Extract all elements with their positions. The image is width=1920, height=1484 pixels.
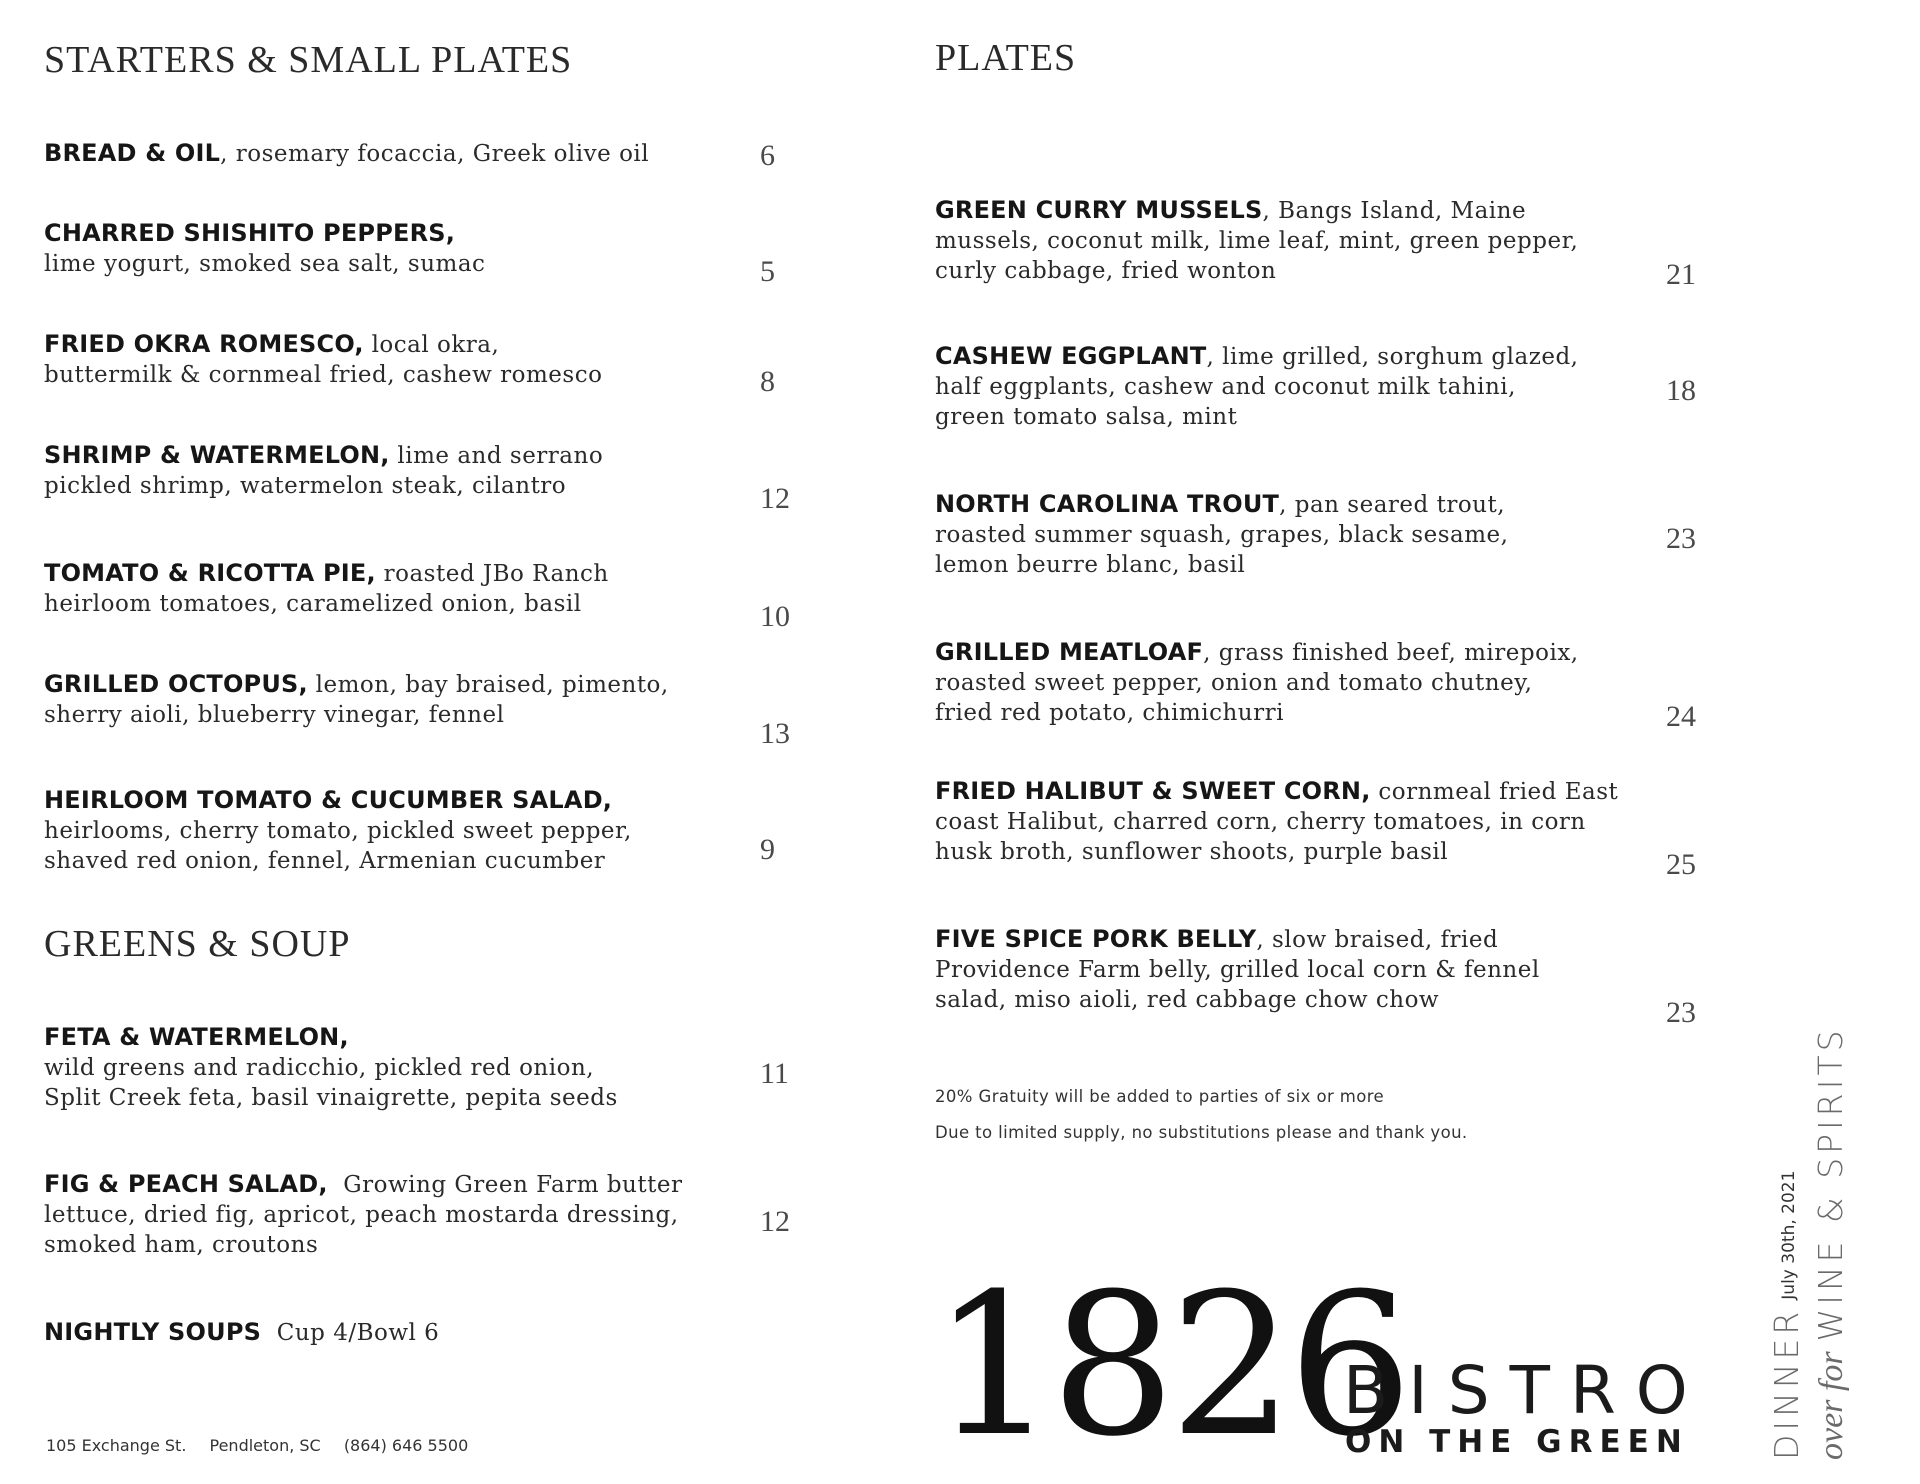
logo-word: BISTRO — [1343, 1352, 1708, 1429]
item-price: 5 — [760, 255, 775, 288]
item-name: NIGHTLY SOUPS — [44, 1318, 262, 1346]
menu-item — [44, 1169, 744, 1260]
item-description: Cup 4/Bowl 6 — [276, 1320, 440, 1346]
over-for-label: over for — [1813, 1351, 1850, 1460]
item-price: 6 — [760, 139, 775, 172]
menu-item: GRILLED MEATLOAF, grass finished beef, mirepoix, roasted sweet pepper, onion and tomato chutney, fried red potato, chimichurri — [935, 637, 1675, 728]
menu-item — [44, 218, 744, 279]
item-name: HEIRLOOM TOMATO & CUCUMBER SALAD, — [44, 786, 613, 814]
item-name: NORTH CAROLINA TROUT — [935, 490, 1280, 518]
item-name: BREAD & OIL — [44, 139, 221, 167]
item-description: heirloom tomatoes, caramelized onion, basil — [44, 591, 582, 617]
item-price: 13 — [760, 717, 790, 750]
item-description: lemon beurre blanc, basil — [935, 552, 1246, 578]
item-price: 24 — [1666, 700, 1696, 733]
item-price: 25 — [1666, 848, 1696, 881]
item-description: husk broth, sunflower shoots, purple basil — [935, 839, 1449, 865]
item-name: GRILLED OCTOPUS, — [44, 670, 308, 698]
item-name: FIVE SPICE PORK BELLY — [935, 925, 1257, 953]
item-price: 23 — [1666, 996, 1696, 1029]
item-description: Growing Green Farm butter — [343, 1172, 683, 1198]
item-price: 12 — [760, 1205, 790, 1238]
item-description: shaved red onion, fennel, Armenian cucumber — [44, 848, 606, 874]
item-description: slow braised, fried — [1271, 927, 1499, 953]
item-price: 23 — [1666, 522, 1696, 555]
gratuity-note: 20% Gratuity will be added to parties of six or more — [935, 1087, 1385, 1106]
starters-heading: STARTERS & SMALL PLATES — [44, 39, 573, 81]
address-footer — [46, 1436, 486, 1455]
menu-item — [44, 329, 744, 390]
menu-item: NORTH CAROLINA TROUT, pan seared trout, roasted summer squash, grapes, black sesame, lemon beurre blanc, basil — [935, 489, 1675, 580]
item-name: SHRIMP & WATERMELON, — [44, 441, 390, 469]
item-description: Split Creek feta, basil vinaigrette, pepita seeds — [44, 1085, 618, 1111]
item-description: Bangs Island, Maine — [1278, 198, 1527, 224]
item-description: coast Halibut, charred corn, cherry tomatoes, in corn — [935, 809, 1586, 835]
item-description: Providence Farm belly, grilled local corn & fennel — [935, 957, 1540, 983]
item-description: fried red potato, chimichurri — [935, 700, 1284, 726]
menu-item — [44, 558, 744, 619]
item-description: smoked ham, croutons — [44, 1232, 319, 1258]
item-name: FIG & PEACH SALAD, — [44, 1170, 328, 1198]
item-description: lime grilled, sorghum glazed, — [1222, 344, 1579, 370]
menu-date: July 30th, 2021 — [1779, 1170, 1799, 1300]
item-price: 10 — [760, 600, 790, 633]
greens-heading: GREENS & SOUP — [44, 923, 351, 965]
menu-item: FIVE SPICE PORK BELLY, slow braised, fried Providence Farm belly, grilled local corn & fennel salad, miso aioli, red cabbage chow chow — [935, 924, 1675, 1015]
item-name: CHARRED SHISHITO PEPPERS, — [44, 219, 456, 247]
item-price: 9 — [760, 833, 775, 866]
item-description: cornmeal fried East — [1378, 779, 1619, 805]
item-name: FRIED OKRA ROMESCO, — [44, 330, 364, 358]
item-description: lime and serrano — [397, 443, 604, 469]
item-description: buttermilk & cornmeal fried, cashew romesco — [44, 362, 603, 388]
item-description: heirlooms, cherry tomato, pickled sweet pepper, — [44, 818, 632, 844]
item-price: 18 — [1666, 374, 1696, 407]
side-banner — [1765, 1020, 1853, 1460]
item-description: pickled shrimp, watermelon steak, cilantro — [44, 473, 567, 499]
logo-subtitle: ON THE GREEN — [1345, 1424, 1689, 1460]
item-description: mussels, coconut milk, lime leaf, mint, green pepper, — [935, 228, 1579, 254]
phone-number: (864) 646 5500 — [343, 1436, 469, 1455]
substitutions-note: Due to limited supply, no substitutions please and thank you. — [935, 1123, 1468, 1142]
item-name: GRILLED MEATLOAF — [935, 638, 1204, 666]
item-price: 8 — [760, 365, 775, 398]
logo-number: 1826 — [932, 1252, 1407, 1480]
item-description: roasted sweet pepper, onion and tomato chutney, — [935, 670, 1533, 696]
dinner-label: DINNER — [1767, 1307, 1806, 1460]
item-price: 12 — [760, 482, 790, 515]
menu-item — [935, 776, 1675, 867]
item-description: green tomato salsa, mint — [935, 404, 1238, 430]
item-description: lettuce, dried fig, apricot, peach mostarda dressing, — [44, 1202, 679, 1228]
plates-heading: PLATES — [935, 37, 1077, 79]
item-description: lime yogurt, smoked sea salt, sumac — [44, 251, 486, 277]
menu-item — [44, 1317, 744, 1348]
menu-item — [44, 785, 744, 876]
item-description: wild greens and radicchio, pickled red onion, — [44, 1055, 595, 1081]
menu-item: CASHEW EGGPLANT, lime grilled, sorghum glazed, half eggplants, cashew and coconut milk tahini, green tomato salsa, mint — [935, 341, 1675, 432]
item-name: FRIED HALIBUT & SWEET CORN, — [935, 777, 1371, 805]
item-price: 11 — [760, 1057, 789, 1090]
menu-item — [44, 669, 744, 730]
menu-item — [44, 440, 744, 501]
item-name: TOMATO & RICOTTA PIE, — [44, 559, 376, 587]
item-price: 21 — [1666, 258, 1696, 291]
city-state: Pendleton, SC — [209, 1436, 321, 1455]
item-description: sherry aioli, blueberry vinegar, fennel — [44, 702, 505, 728]
item-name: CASHEW EGGPLANT — [935, 342, 1207, 370]
item-description: roasted summer squash, grapes, black sesame, — [935, 522, 1509, 548]
item-description: rosemary focaccia, Greek olive oil — [235, 141, 650, 167]
item-description: grass finished beef, mirepoix, — [1218, 640, 1579, 666]
item-description: roasted JBo Ranch — [383, 561, 609, 587]
item-description: curly cabbage, fried wonton — [935, 258, 1277, 284]
wine-spirits-label: WINE & SPIRITS — [1811, 1026, 1850, 1342]
menu-item: GREEN CURRY MUSSELS, Bangs Island, Maine mussels, coconut milk, lime leaf, mint, green pepper, curly cabbage, fried wonton — [935, 195, 1675, 286]
item-name: GREEN CURRY MUSSELS — [935, 196, 1263, 224]
item-description: local okra, — [371, 332, 500, 358]
item-description: salad, miso aioli, red cabbage chow chow — [935, 987, 1440, 1013]
item-description: lemon, bay braised, pimento, — [315, 672, 669, 698]
item-description: half eggplants, cashew and coconut milk tahini, — [935, 374, 1516, 400]
menu-item: BREAD & OIL, rosemary focaccia, Greek olive oil — [44, 139, 650, 167]
item-name: FETA & WATERMELON, — [44, 1023, 349, 1051]
menu-item — [44, 1022, 744, 1113]
item-description: pan seared trout, — [1294, 492, 1506, 518]
street-address: 105 Exchange St. — [46, 1436, 187, 1455]
